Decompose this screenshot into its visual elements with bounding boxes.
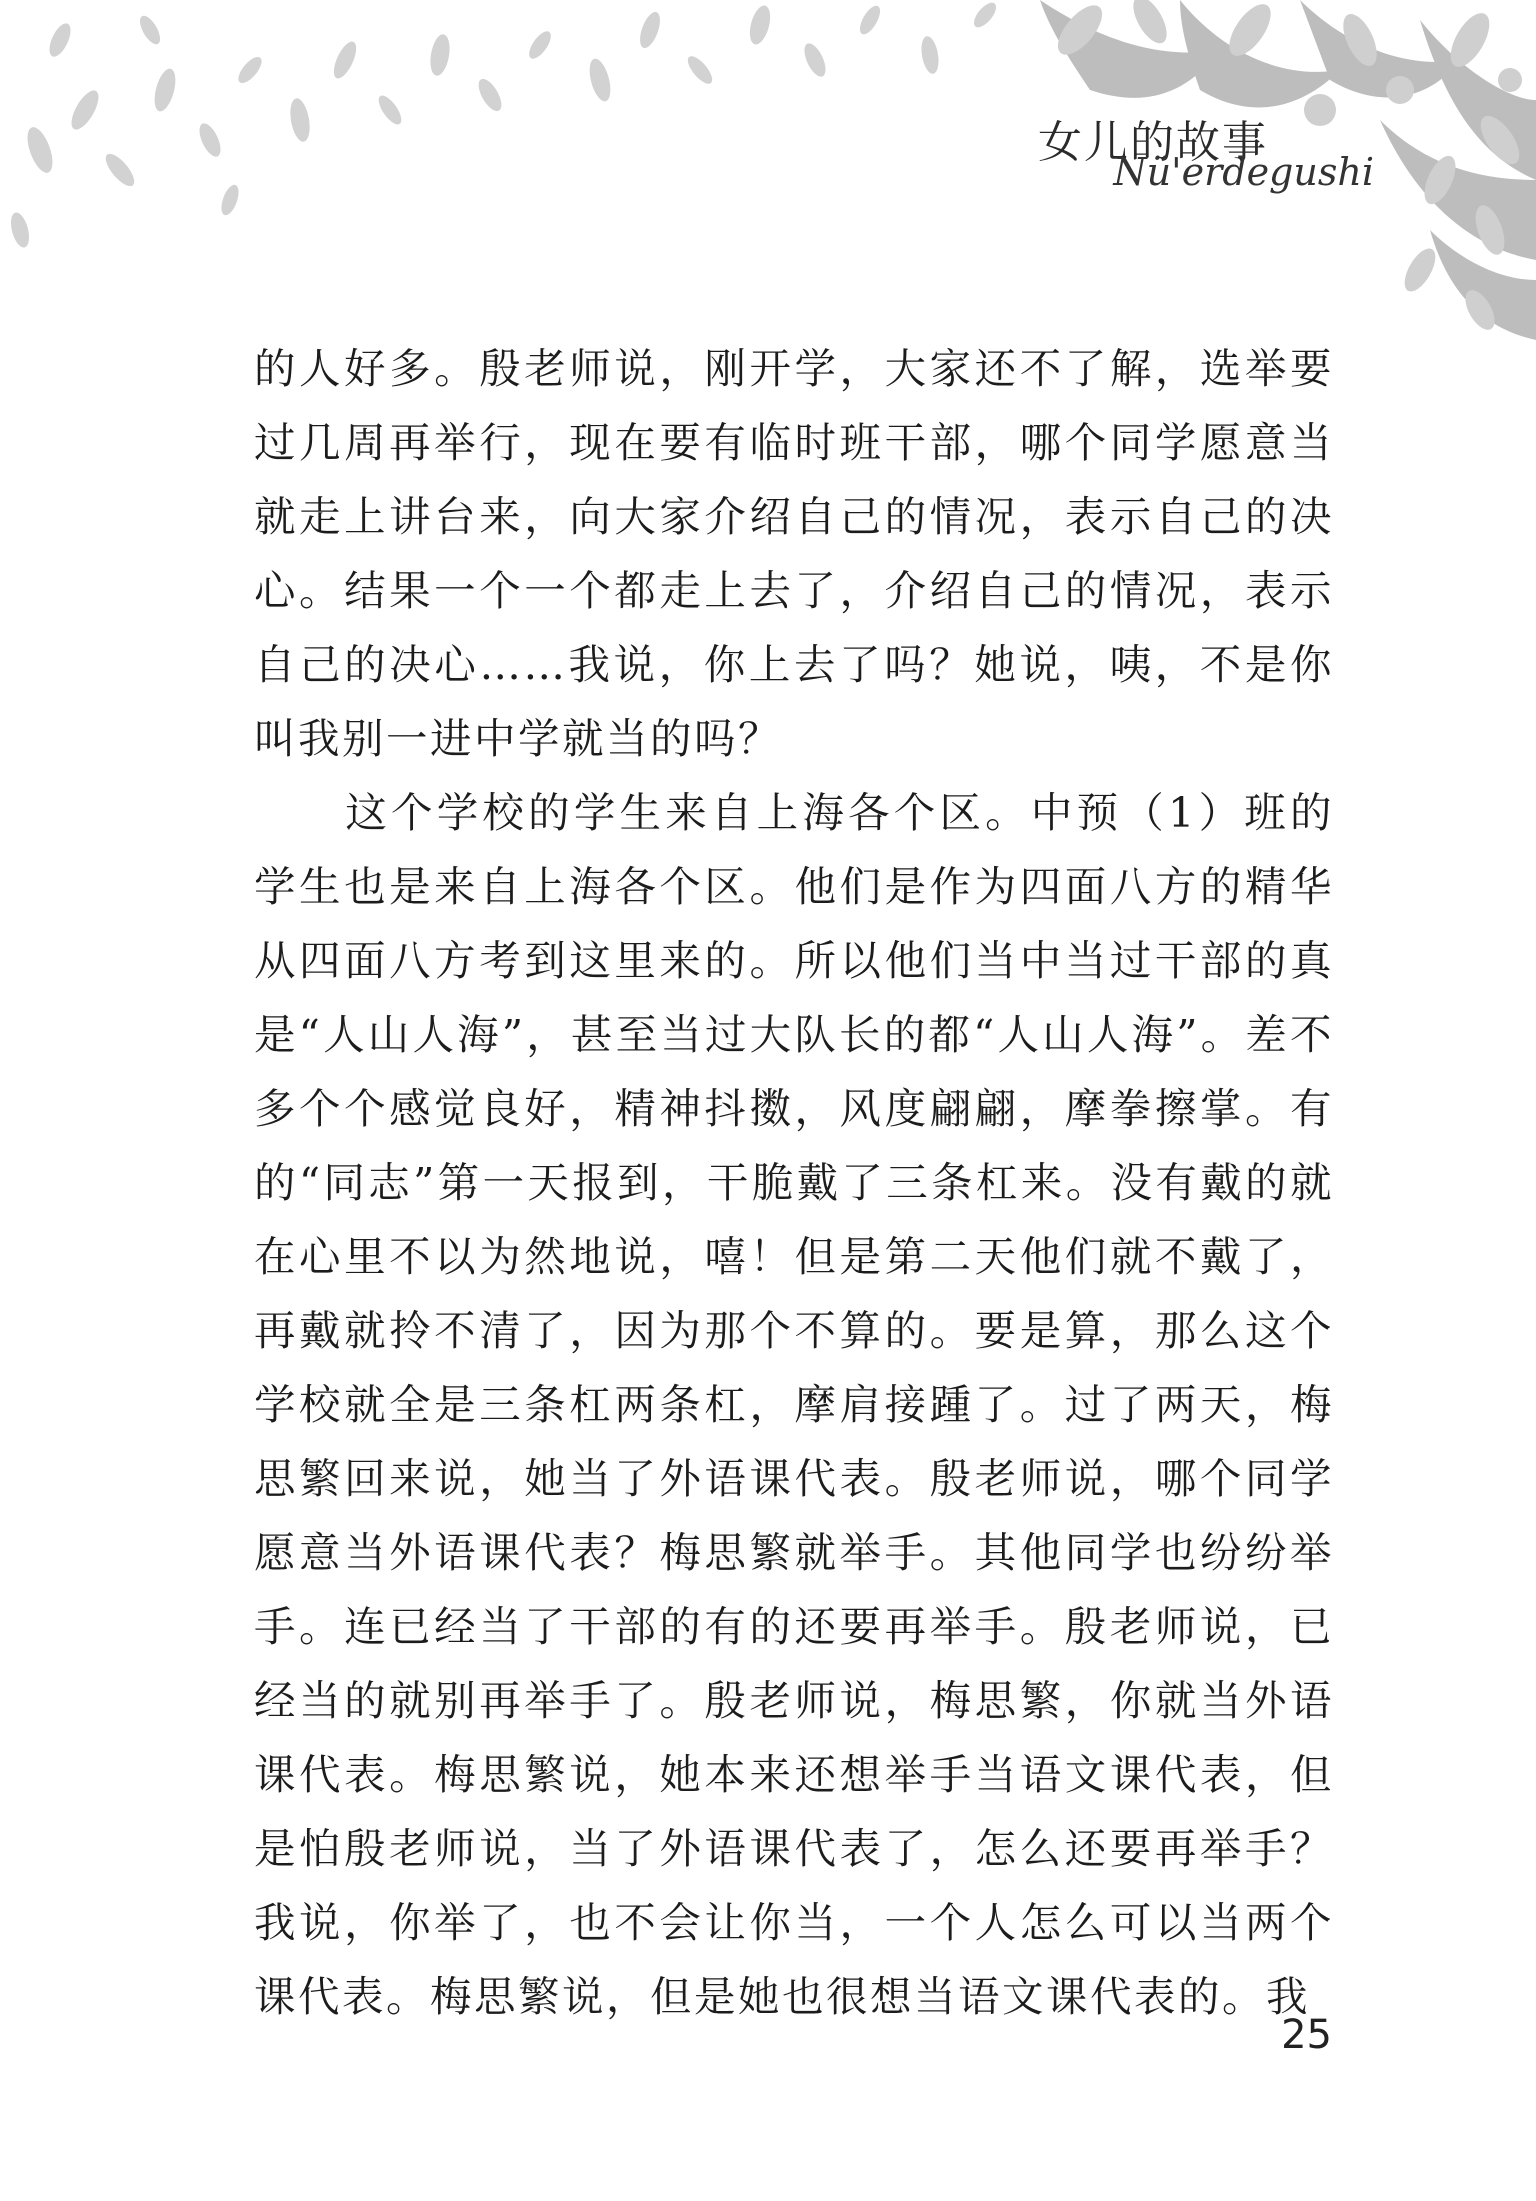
- paragraph-1: 的人好多。殷老师说，刚开学，大家还不了解，选举要过几周再举行，现在要有临时班干部，哪个同学愿意当就走上讲台来，向大家介绍自己的情况，表示自己的决心。结果一个一个都走上去了，介绍自己的情况，表示自己的决心……我说，你上去了吗？她说，咦，不是你叫我别一进中学就当的吗？: [254, 344, 1334, 763]
- page-number: 25: [1281, 2012, 1332, 2058]
- running-title: 女儿的故事: [1038, 117, 1268, 168]
- paragraph-2: 这个学校的学生来自上海各个区。中预（1）班的学生也是来自上海各个区。他们是作为四面八方的精华从四面八方考到这里来的。所以他们当中当过干部的真是“人山人海”，甚至当过大队长的都“人山人海”。差不多个个感觉良好，精神抖擞，风度翩翩，摩拳擦掌。有的“同志”第一天报到，干脆戴了三条杠来。没有戴的就在心里不以为然地说，嘻！但是第二天他们就不戴了，再戴就拎不清了，因为那个不算的。要是算，那么这个学校就全是三条杠两条杠，摩肩接踵了。过了两天，梅思繁回来说，她当了外语课代表。殷老师说，哪个同学愿意当外语课代表？梅思繁就举手。其他同学也纷纷举手。连已经当了干部的有的还要再举手。殷老师说，已经当的就别再举手了。殷老师说，梅思繁，你就当外语课代表。梅思繁说，她本来还想举手当语文课代表，但是怕殷老师说，当了外语课代表了，怎么还要再举手？我说，你举了，也不会让你当，一个人怎么可以当两个课代表。梅思繁说，但是她也很想当语文课代表的。我: [254, 788, 1334, 2021]
- running-title-latin: Nü'erdegushi: [1113, 150, 1374, 194]
- body-text: [254, 332, 1334, 2034]
